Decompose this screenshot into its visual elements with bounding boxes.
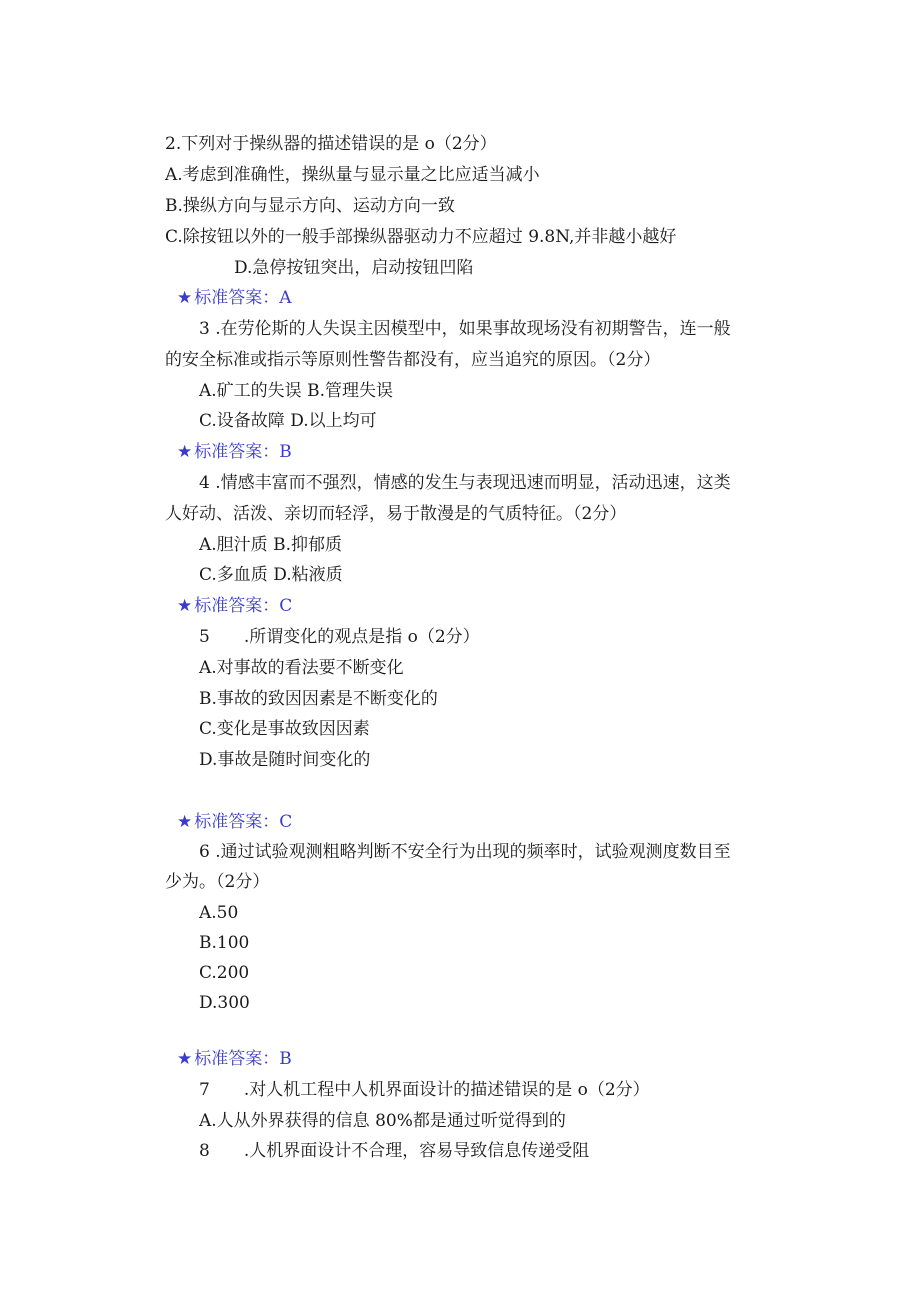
q6-answer-text: 标准答案：B [194,1049,292,1069]
q2-answer [177,287,292,309]
q5-answer [177,811,292,833]
q5-option-a: A.对事故的看法要不断变化 [199,658,404,678]
q6-answer [177,1048,292,1070]
q2-option-b: B.操纵方向与显示方向、运动方向一致 [165,196,455,216]
q8-stem: 8 .人机界面设计不合理，容易导致信息传递受阻 [199,1141,590,1161]
q6-option-b: B.100 [199,933,250,953]
q5-stem: 5 .所谓变化的观点是指 o（2分） [199,627,480,647]
star-icon: ★ [177,1049,193,1069]
q2-option-a: A.考虑到准确性，操纵量与显示量之比应适当减小 [165,165,540,185]
q4-stem-line1: 4 .情感丰富而不强烈，情感的发生与表现迅速而明显，活动迅速，这类 [199,473,731,493]
q6-option-c: C.200 [199,963,250,983]
q7-stem: 7 .对人机工程中人机界面设计的描述错误的是 o（2分） [199,1080,650,1100]
star-icon: ★ [177,596,193,616]
q3-stem-line1: 3 .在劳伦斯的人失误主因模型中，如果事故现场没有初期警告，连一般 [199,319,731,339]
q4-stem-line2: 人好动、活泼、亲切而轻浮，易于散漫是的气质特征。（2分） [165,504,627,524]
q5-answer-text: 标准答案：C [194,812,293,832]
q5-option-d: D.事故是随时间变化的 [199,750,371,770]
q7-option-a: A.人从外界获得的信息 80%都是通过听觉得到的 [199,1111,566,1131]
q6-option-d: D.300 [199,993,250,1013]
star-icon: ★ [177,812,193,832]
q3-stem-line2: 的安全标准或指示等原则性警告都没有，应当追究的原因。（2分） [165,350,661,370]
q3-answer [177,441,292,463]
star-icon: ★ [177,442,193,462]
q2-option-d: D.急停按钮突出，启动按钮凹陷 [234,258,474,278]
q4-options-cd: C.多血质 D.粘液质 [199,565,343,585]
q2-answer-text: 标准答案：A [194,288,292,308]
q5-option-c: C.变化是事故致因因素 [199,719,370,739]
q5-option-b: B.事故的致因因素是不断变化的 [199,689,438,709]
q3-options-ab: A.矿工的失误 B.管理失误 [199,381,393,401]
star-icon: ★ [177,288,193,308]
q6-stem-line2: 少为。（2分） [165,872,270,892]
q4-options-ab: A.胆汁质 B.抑郁质 [199,535,342,555]
q3-answer-text: 标准答案：B [194,442,292,462]
q2-stem: 2.下列对于操纵器的描述错误的是 o（2分） [165,134,497,154]
q6-stem-line1: 6 .通过试验观测粗略判断不安全行为出现的频率时，试验观测度数目至 [199,842,731,862]
q4-answer-text: 标准答案：C [194,596,293,616]
q2-option-c: C.除按钮以外的一般手部操纵器驱动力不应超过 9.8N,并非越小越好 [165,227,677,247]
q3-options-cd: C.设备故障 D.以上均可 [199,411,377,431]
q4-answer [177,595,292,617]
q6-option-a: A.50 [199,903,239,923]
